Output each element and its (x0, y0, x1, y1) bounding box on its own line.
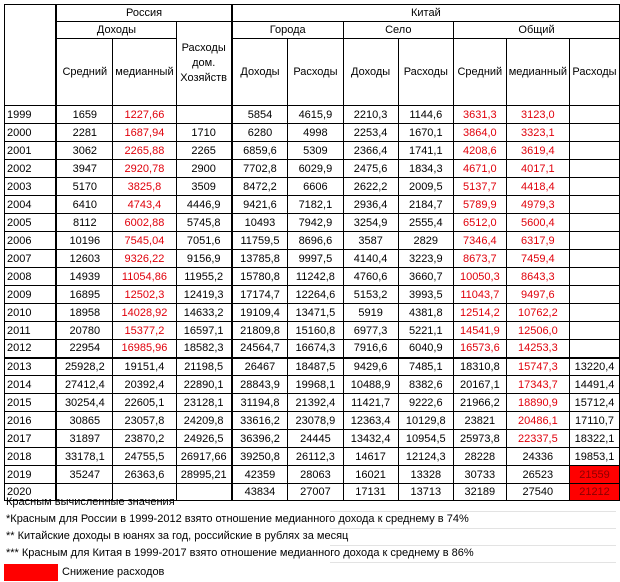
village-income-cell: 2210,3 (343, 106, 398, 124)
total-median-income-cell: 4418,4 (506, 178, 569, 196)
russia-median-income-cell: 20392,4 (113, 376, 176, 394)
year-cell: 2016 (5, 412, 57, 430)
village-income-cell: 2622,2 (343, 178, 398, 196)
total-median-income-cell: 12506,0 (506, 322, 569, 340)
header-village-expenses: Расходы (398, 39, 453, 106)
village-income-cell: 2253,4 (343, 124, 398, 142)
total-median-income-cell: 7459,4 (506, 250, 569, 268)
footnote-russia-ratio: *Красным для России в 1999-2012 взято отношение медианного дохода к среднему в 74% (6, 513, 469, 525)
village-income-cell: 16021 (343, 466, 398, 484)
village-income-cell: 5919 (343, 304, 398, 322)
footnotes (4, 494, 616, 562)
cities-expenses-cell: 19968,1 (288, 376, 343, 394)
russia-median-income-cell: 15377,2 (113, 322, 176, 340)
russia-household-expenses-cell: 18582,3 (176, 340, 232, 358)
total-median-income-cell: 10762,2 (506, 304, 569, 322)
total-median-income-cell: 26523 (506, 466, 569, 484)
header-village-income: Доходы (343, 39, 398, 106)
header-total-average: Средний (453, 39, 506, 106)
year-cell: 2001 (5, 142, 57, 160)
russia-median-income-cell: 2265,88 (113, 142, 176, 160)
cities-expenses-cell: 8696,6 (288, 232, 343, 250)
village-expenses-cell: 1741,1 (398, 142, 453, 160)
cities-expenses-cell: 4998 (288, 124, 343, 142)
village-income-cell: 17131 (343, 484, 398, 501)
total-expenses-cell (570, 250, 620, 268)
russia-average-income-cell: 20780 (56, 322, 112, 340)
cities-income-cell: 15780,8 (232, 268, 288, 286)
total-median-income-cell: 3123,0 (506, 106, 569, 124)
cities-income-cell: 7702,8 (232, 160, 288, 178)
russia-household-expenses-cell (176, 106, 232, 124)
village-income-cell: 4140,4 (343, 250, 398, 268)
year-cell: 2010 (5, 304, 57, 322)
total-median-income-cell: 8643,3 (506, 268, 569, 286)
total-average-income-cell: 7346,4 (453, 232, 506, 250)
total-average-income-cell: 32189 (453, 484, 506, 501)
village-expenses-cell: 2184,7 (398, 196, 453, 214)
russia-household-expenses-cell: 12419,3 (176, 286, 232, 304)
cities-income-cell: 31194,8 (232, 394, 288, 412)
russia-median-income-cell: 26363,6 (113, 466, 176, 484)
total-average-income-cell: 3864,0 (453, 124, 506, 142)
russia-average-income-cell: 25928,2 (56, 358, 112, 376)
table-row (5, 340, 620, 358)
header-cities-expenses: Расходы (288, 39, 343, 106)
table-row (5, 376, 620, 394)
table-row (5, 178, 620, 196)
total-average-income-cell: 5137,7 (453, 178, 506, 196)
cities-income-cell: 26467 (232, 358, 288, 376)
total-average-income-cell: 3631,3 (453, 106, 506, 124)
total-expenses-cell: 14491,4 (570, 376, 620, 394)
total-expenses-cell: 15712,4 (570, 394, 620, 412)
total-expenses-cell: 21559 (570, 466, 620, 484)
year-cell: 2012 (5, 340, 57, 358)
header-russia-income: Доходы (56, 22, 176, 39)
cities-income-cell: 39250,8 (232, 448, 288, 466)
village-income-cell: 9429,6 (343, 358, 398, 376)
table-row (5, 448, 620, 466)
russia-median-income-cell: 1227,66 (113, 106, 176, 124)
year-cell: 2019 (5, 466, 57, 484)
year-cell: 2003 (5, 178, 57, 196)
russia-median-income-cell: 3825,8 (113, 178, 176, 196)
village-expenses-cell: 13328 (398, 466, 453, 484)
cities-income-cell: 19109,4 (232, 304, 288, 322)
table-row (5, 358, 620, 376)
table-row (5, 124, 620, 142)
russia-household-expenses-cell: 1710 (176, 124, 232, 142)
total-average-income-cell: 21966,2 (453, 394, 506, 412)
cities-income-cell: 21809,8 (232, 322, 288, 340)
total-median-income-cell: 5600,4 (506, 214, 569, 232)
total-median-income-cell: 18890,9 (506, 394, 569, 412)
cities-expenses-cell: 7942,9 (288, 214, 343, 232)
russia-household-expenses-cell: 24926,5 (176, 430, 232, 448)
total-median-income-cell: 24336 (506, 448, 569, 466)
russia-median-income-cell: 6002,88 (113, 214, 176, 232)
russia-household-expenses-cell: 21198,5 (176, 358, 232, 376)
table-row (5, 268, 620, 286)
russia-average-income-cell: 12603 (56, 250, 112, 268)
total-median-income-cell: 22337,5 (506, 430, 569, 448)
total-average-income-cell: 12514,2 (453, 304, 506, 322)
total-median-income-cell: 15747,3 (506, 358, 569, 376)
total-average-income-cell: 6512,0 (453, 214, 506, 232)
russia-household-expenses-cell: 4446,9 (176, 196, 232, 214)
total-expenses-cell (570, 286, 620, 304)
year-cell: 2004 (5, 196, 57, 214)
income-expense-table (4, 4, 620, 501)
russia-median-income-cell: 2920,78 (113, 160, 176, 178)
village-income-cell: 11421,7 (343, 394, 398, 412)
russia-household-expenses-cell: 5745,8 (176, 214, 232, 232)
total-expenses-cell (570, 232, 620, 250)
cities-expenses-cell: 11242,8 (288, 268, 343, 286)
russia-average-income-cell: 3062 (56, 142, 112, 160)
table-row (5, 466, 620, 484)
header-village: Село (343, 22, 453, 39)
russia-average-income-cell: 33178,1 (56, 448, 112, 466)
russia-average-income-cell: 31897 (56, 430, 112, 448)
total-expenses-cell (570, 268, 620, 286)
russia-average-income-cell: 14939 (56, 268, 112, 286)
russia-median-income-cell: 23057,8 (113, 412, 176, 430)
total-expenses-cell (570, 142, 620, 160)
village-expenses-cell: 2555,4 (398, 214, 453, 232)
total-expenses-cell (570, 322, 620, 340)
russia-median-income-cell: 4743,4 (113, 196, 176, 214)
header-total: Общий (453, 22, 619, 39)
village-income-cell: 5153,2 (343, 286, 398, 304)
village-income-cell: 4760,6 (343, 268, 398, 286)
total-average-income-cell: 11043,7 (453, 286, 506, 304)
total-average-income-cell: 18310,8 (453, 358, 506, 376)
header-cities-income: Доходы (232, 39, 288, 106)
village-expenses-cell: 9222,6 (398, 394, 453, 412)
cities-expenses-cell: 12264,6 (288, 286, 343, 304)
total-expenses-cell (570, 124, 620, 142)
russia-median-income-cell: 23870,2 (113, 430, 176, 448)
village-expenses-cell: 13713 (398, 484, 453, 501)
cities-income-cell: 33616,2 (232, 412, 288, 430)
village-expenses-cell: 12124,3 (398, 448, 453, 466)
total-average-income-cell: 4208,6 (453, 142, 506, 160)
data-rows (5, 106, 620, 501)
village-expenses-cell: 3223,9 (398, 250, 453, 268)
year-cell: 2014 (5, 376, 57, 394)
russia-household-expenses-cell: 14633,2 (176, 304, 232, 322)
total-expenses-cell: 13220,4 (570, 358, 620, 376)
russia-average-income-cell: 10196 (56, 232, 112, 250)
village-expenses-cell: 2009,5 (398, 178, 453, 196)
year-cell: 2000 (5, 124, 57, 142)
cities-expenses-cell: 4615,9 (288, 106, 343, 124)
russia-household-expenses-cell: 2900 (176, 160, 232, 178)
cities-expenses-cell: 27007 (288, 484, 343, 501)
village-expenses-cell: 2829 (398, 232, 453, 250)
year-cell: 1999 (5, 106, 57, 124)
cities-expenses-cell: 24445 (288, 430, 343, 448)
russia-household-expenses-cell: 9156,9 (176, 250, 232, 268)
russia-household-expenses-cell: 22890,1 (176, 376, 232, 394)
russia-household-expenses-cell: 28995,21 (176, 466, 232, 484)
total-median-income-cell: 20486,1 (506, 412, 569, 430)
footnote-china-ratio: *** Красным для Китая в 1999-2017 взято отношение медианного дохода к среднему в 86% (6, 547, 474, 559)
total-expenses-cell (570, 340, 620, 358)
total-average-income-cell: 8673,7 (453, 250, 506, 268)
cities-income-cell: 36396,2 (232, 430, 288, 448)
total-median-income-cell: 3323,1 (506, 124, 569, 142)
header-russia-median: медианный (113, 39, 176, 106)
cities-expenses-cell: 15160,8 (288, 322, 343, 340)
village-expenses-cell: 1670,1 (398, 124, 453, 142)
russia-median-income-cell: 14028,92 (113, 304, 176, 322)
table-row (5, 214, 620, 232)
cities-income-cell: 6859,6 (232, 142, 288, 160)
year-cell: 2008 (5, 268, 57, 286)
total-expenses-cell (570, 106, 620, 124)
cities-expenses-cell: 6029,9 (288, 160, 343, 178)
russia-household-expenses-cell: 16597,1 (176, 322, 232, 340)
total-average-income-cell: 16573,6 (453, 340, 506, 358)
russia-median-income-cell: 16985,96 (113, 340, 176, 358)
cities-income-cell: 13785,8 (232, 250, 288, 268)
footnote-currency: ** Китайские доходы в юанях за год, российские в рублях за месяц (6, 530, 349, 542)
village-income-cell: 10488,9 (343, 376, 398, 394)
village-expenses-cell: 6040,9 (398, 340, 453, 358)
russia-household-expenses-cell: 3509 (176, 178, 232, 196)
village-income-cell: 2936,4 (343, 196, 398, 214)
total-average-income-cell: 10050,3 (453, 268, 506, 286)
cities-income-cell: 42359 (232, 466, 288, 484)
total-expenses-cell (570, 196, 620, 214)
table-row (5, 142, 620, 160)
village-expenses-cell: 4381,8 (398, 304, 453, 322)
header-cities: Города (232, 22, 343, 39)
village-expenses-cell: 3993,5 (398, 286, 453, 304)
year-cell: 2007 (5, 250, 57, 268)
total-average-income-cell: 28228 (453, 448, 506, 466)
cities-expenses-cell: 9997,5 (288, 250, 343, 268)
village-income-cell: 7916,6 (343, 340, 398, 358)
russia-household-expenses-cell: 2265 (176, 142, 232, 160)
village-income-cell: 13432,4 (343, 430, 398, 448)
russia-median-income-cell: 11054,86 (113, 268, 176, 286)
header-china: Китай (232, 5, 620, 22)
total-expenses-cell: 17110,7 (570, 412, 620, 430)
table-row (5, 394, 620, 412)
cities-income-cell: 10493 (232, 214, 288, 232)
village-expenses-cell: 7485,1 (398, 358, 453, 376)
total-median-income-cell: 17343,7 (506, 376, 569, 394)
total-expenses-cell (570, 214, 620, 232)
total-expenses-cell (570, 178, 620, 196)
russia-average-income-cell: 8112 (56, 214, 112, 232)
russia-median-income-cell: 22605,1 (113, 394, 176, 412)
table-row (5, 304, 620, 322)
russia-average-income-cell: 27412,4 (56, 376, 112, 394)
cities-expenses-cell: 7182,1 (288, 196, 343, 214)
total-average-income-cell: 4671,0 (453, 160, 506, 178)
cities-income-cell: 5854 (232, 106, 288, 124)
corner-cell (5, 5, 57, 106)
russia-median-income-cell: 1687,94 (113, 124, 176, 142)
total-average-income-cell: 23821 (453, 412, 506, 430)
cities-expenses-cell: 21392,4 (288, 394, 343, 412)
legend-expense-decline (4, 564, 164, 581)
total-median-income-cell: 4979,3 (506, 196, 569, 214)
russia-average-income-cell: 16895 (56, 286, 112, 304)
village-expenses-cell: 10954,5 (398, 430, 453, 448)
russia-median-income-cell: 12502,3 (113, 286, 176, 304)
russia-average-income-cell: 35247 (56, 466, 112, 484)
total-median-income-cell: 27540 (506, 484, 569, 501)
village-income-cell: 2475,6 (343, 160, 398, 178)
village-expenses-cell: 1144,6 (398, 106, 453, 124)
cities-expenses-cell: 18487,5 (288, 358, 343, 376)
total-average-income-cell: 5789,9 (453, 196, 506, 214)
cities-expenses-cell: 28063 (288, 466, 343, 484)
russia-median-income-cell: 7545,04 (113, 232, 176, 250)
total-median-income-cell: 9497,6 (506, 286, 569, 304)
total-median-income-cell: 3619,4 (506, 142, 569, 160)
cities-income-cell: 24564,7 (232, 340, 288, 358)
total-expenses-cell (570, 304, 620, 322)
table-row (5, 250, 620, 268)
cities-expenses-cell: 6606 (288, 178, 343, 196)
russia-average-income-cell: 18958 (56, 304, 112, 322)
village-income-cell: 3254,9 (343, 214, 398, 232)
russia-average-income-cell: 5170 (56, 178, 112, 196)
village-income-cell: 14617 (343, 448, 398, 466)
village-expenses-cell: 3660,7 (398, 268, 453, 286)
cities-income-cell: 6280 (232, 124, 288, 142)
footnote-red-computed: Красным вычисленные значения (6, 496, 175, 508)
cities-income-cell: 8472,2 (232, 178, 288, 196)
total-expenses-cell: 21212 (570, 484, 620, 501)
cities-income-cell: 28843,9 (232, 376, 288, 394)
cities-expenses-cell: 23078,9 (288, 412, 343, 430)
russia-household-expenses-cell: 7051,6 (176, 232, 232, 250)
total-expenses-cell (570, 160, 620, 178)
cities-expenses-cell: 26112,3 (288, 448, 343, 466)
cities-income-cell: 9421,6 (232, 196, 288, 214)
russia-average-income-cell: 1659 (56, 106, 112, 124)
total-average-income-cell: 20167,1 (453, 376, 506, 394)
total-median-income-cell: 6317,9 (506, 232, 569, 250)
russia-household-expenses-cell: 11955,2 (176, 268, 232, 286)
header-russia: Россия (56, 5, 231, 22)
year-cell: 2017 (5, 430, 57, 448)
total-median-income-cell: 4017,1 (506, 160, 569, 178)
year-cell: 2013 (5, 358, 57, 376)
legend-label: Снижение расходов (62, 566, 165, 578)
russia-average-income-cell: 30865 (56, 412, 112, 430)
cities-expenses-cell: 16674,3 (288, 340, 343, 358)
russia-household-expenses-cell: 26917,66 (176, 448, 232, 466)
table-row (5, 322, 620, 340)
russia-average-income-cell: 22954 (56, 340, 112, 358)
header-total-expenses: Расходы (570, 39, 620, 106)
header-household-expenses: Расходы дом. Хозяйств (176, 22, 232, 106)
russia-median-income-cell: 19151,4 (113, 358, 176, 376)
village-expenses-cell: 10129,8 (398, 412, 453, 430)
table-row (5, 106, 620, 124)
village-expenses-cell: 8382,6 (398, 376, 453, 394)
header-russia-average: Средний (56, 39, 112, 106)
village-income-cell: 12363,4 (343, 412, 398, 430)
total-average-income-cell: 30733 (453, 466, 506, 484)
table-row (5, 286, 620, 304)
total-expenses-cell: 18322,1 (570, 430, 620, 448)
russia-average-income-cell: 30254,4 (56, 394, 112, 412)
cities-income-cell: 43834 (232, 484, 288, 501)
year-cell: 2020 (5, 484, 57, 501)
village-income-cell: 2366,4 (343, 142, 398, 160)
year-cell: 2006 (5, 232, 57, 250)
russia-median-income-cell: 24755,5 (113, 448, 176, 466)
total-median-income-cell: 14253,3 (506, 340, 569, 358)
table-row (5, 412, 620, 430)
cities-expenses-cell: 13471,5 (288, 304, 343, 322)
year-cell: 2011 (5, 322, 57, 340)
year-cell: 2005 (5, 214, 57, 232)
village-income-cell: 3587 (343, 232, 398, 250)
legend-red-swatch (4, 564, 58, 581)
total-average-income-cell: 25973,8 (453, 430, 506, 448)
table-row (5, 430, 620, 448)
year-cell: 2002 (5, 160, 57, 178)
village-income-cell: 6977,3 (343, 322, 398, 340)
russia-average-income-cell: 3947 (56, 160, 112, 178)
village-expenses-cell: 1834,3 (398, 160, 453, 178)
cities-income-cell: 11759,5 (232, 232, 288, 250)
total-expenses-cell: 19853,1 (570, 448, 620, 466)
village-expenses-cell: 5221,1 (398, 322, 453, 340)
year-cell: 2015 (5, 394, 57, 412)
russia-average-income-cell: 6410 (56, 196, 112, 214)
russia-average-income-cell: 2281 (56, 124, 112, 142)
russia-household-expenses-cell: 23128,1 (176, 394, 232, 412)
table-row (5, 196, 620, 214)
russia-household-expenses-cell: 24209,8 (176, 412, 232, 430)
year-cell: 2018 (5, 448, 57, 466)
cities-expenses-cell: 5309 (288, 142, 343, 160)
header-total-median: медианный (506, 39, 569, 106)
cities-income-cell: 17174,7 (232, 286, 288, 304)
table-row (5, 160, 620, 178)
table-row (5, 232, 620, 250)
year-cell: 2009 (5, 286, 57, 304)
total-average-income-cell: 14541,9 (453, 322, 506, 340)
russia-median-income-cell: 9326,22 (113, 250, 176, 268)
